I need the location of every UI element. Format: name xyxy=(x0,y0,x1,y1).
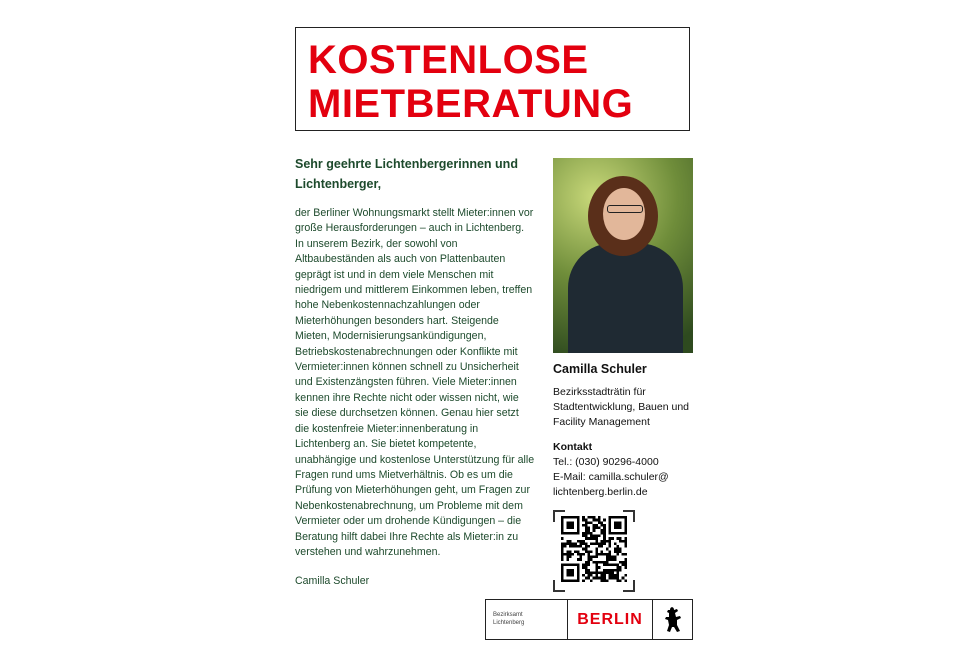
signature: Camilla Schuler xyxy=(295,575,370,588)
bear-icon xyxy=(653,600,692,639)
office-line-2: Lichtenberg xyxy=(493,620,525,626)
profile-name: Camilla Schuler xyxy=(553,362,647,376)
profile-role: Bezirksstadträtin für Stadtentwicklung, Bauen und Facility Management xyxy=(553,386,690,428)
title-box xyxy=(295,27,690,131)
qr-code[interactable] xyxy=(553,510,635,592)
email-line-1[interactable]: E-Mail: camilla.schuler@ xyxy=(553,471,669,483)
page-title xyxy=(308,38,633,126)
greeting: Sehr geehrte Lichtenbergerinnen und Lichtenberger, xyxy=(295,157,518,191)
portrait-photo xyxy=(553,158,693,353)
office-line-1: Bezirksamt xyxy=(493,612,523,618)
berlin-logo: BERLIN xyxy=(568,600,653,639)
email-line-2[interactable]: lichtenberg.berlin.de xyxy=(553,486,648,498)
bezirksamt-logo xyxy=(486,600,568,639)
qr-code-image xyxy=(561,516,627,582)
phone: Tel.: (030) 90296-4000 xyxy=(553,456,659,468)
footer-logos xyxy=(485,599,693,640)
letter-body: der Berliner Wohnungsmarkt stellt Mieter:innen vor große Herausforderungen – auch in Lichtenberg. In unserem Bezirk, der sowohl von Altbaubeständen als auch von Plattenbauten geprägt ist und in dem viele Menschen mit niedrigem und mittlerem Einkommen leben, treffen hohe Nebenkostennachzahlungen oder Mieterhöhungen besonders hart. Steigende Mieten, Modernisierungsankündigungen, Betriebskostenabrechnungen oder Konflikte mit Vermieter:innen können schnell zu Unsicherheit und Existenzängsten führen. Viele Mieter:innen kennen ihre Rechte nicht oder wissen nicht, wie sie diese durchsetzen können. Genau hier setzt die kostenfreie Mieter:innenberatung in Lichtenberg an. Sie bietet kompetente, unabhängige und kostenlose Unterstützung für alle Fragen rund ums Mietverhältnis. Ob es um die Prüfung von Mieterhöhungen geht, um Fragen zur Nebenkostenabrechnung, um Probleme mit dem Vermieter oder um drohende Kündigungen – die Beratung hilft dabei Ihre Rechte als Mieter:in zu verstehen und wahrzunehmen. xyxy=(295,207,535,558)
profile xyxy=(553,362,698,500)
title-line-1: KOSTENLOSE xyxy=(308,38,589,82)
letter xyxy=(295,154,535,587)
title-line-2: MIETBERATUNG xyxy=(308,82,634,126)
contact-label: Kontakt xyxy=(553,441,593,453)
